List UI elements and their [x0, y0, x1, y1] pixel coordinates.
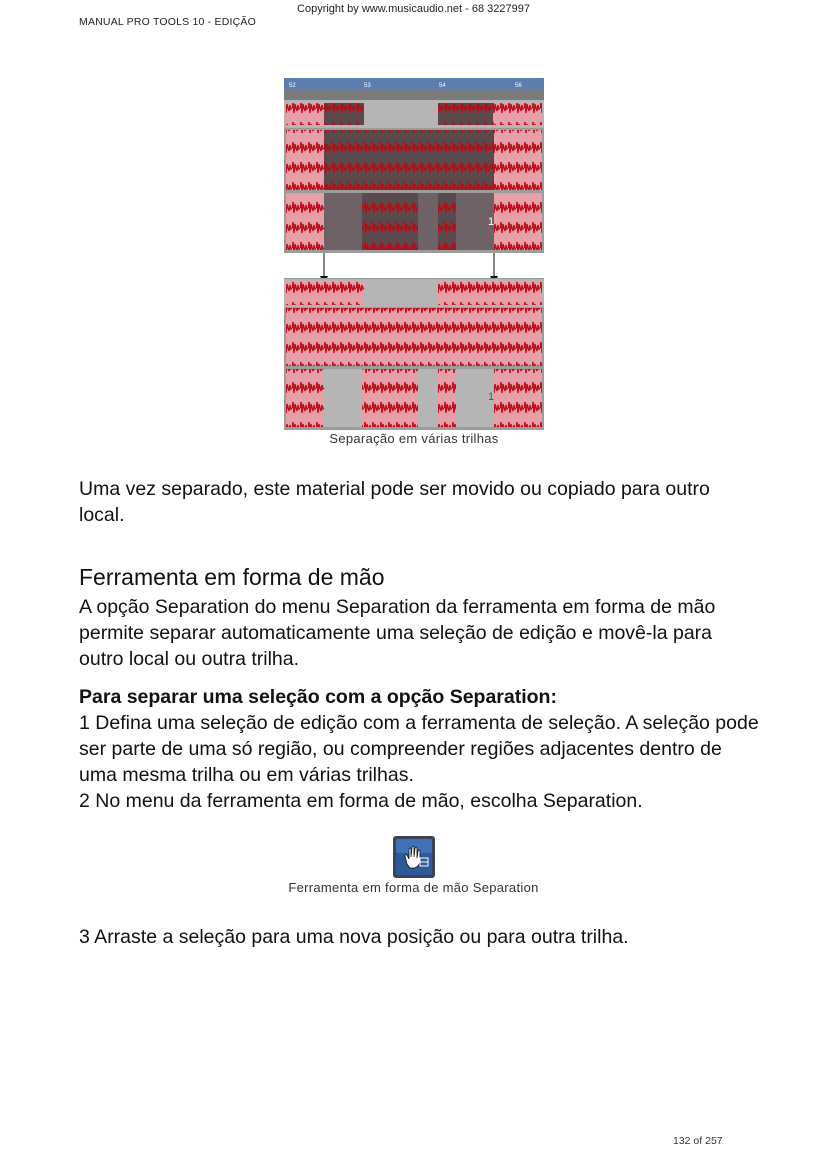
ruler-label: 56	[515, 83, 522, 89]
region	[362, 369, 418, 427]
timeline-ruler	[284, 78, 544, 90]
step-2: 2 No menu da ferramenta em forma de mão, escolha Separation.	[79, 790, 643, 812]
tool-caption: Ferramenta em forma de mão Separation	[288, 880, 539, 895]
step-1: 1 Defina uma seleção de edição com a ferramenta de seleção. A seleção pode ser parte de uma só região, ou compreender regiões adjacentes dentro de uma mesma trilha ou em várias trilhas.	[79, 712, 759, 786]
section-heading: Ferramenta em forma de mão	[79, 564, 385, 590]
region	[438, 281, 542, 305]
selection-area	[438, 103, 493, 125]
selection-marker: 1	[488, 216, 495, 228]
ruler-label: 52	[289, 83, 296, 89]
region	[494, 369, 542, 427]
hand-separation-icon	[393, 836, 435, 878]
steps-block	[79, 684, 759, 814]
paragraph: A opção Separation do menu Separation da ferramenta em forma de mão permite separar automaticamente uma seleção de edição e movê-la para outro local ou outra trilha.	[79, 596, 716, 670]
ruler-label: 54	[439, 83, 446, 89]
selection-area	[438, 193, 456, 250]
region	[286, 193, 324, 250]
region	[494, 193, 542, 250]
ruler-label: 53	[364, 83, 371, 89]
separation-screenshot	[284, 78, 544, 430]
page-number: 132 of 257	[673, 1135, 723, 1147]
step-3: 3 Arraste a seleção para uma nova posição ou para outra trilha.	[79, 926, 629, 948]
region	[438, 369, 456, 427]
steps-title: Para separar uma seleção com a opção Separation:	[79, 686, 557, 708]
selection-area	[362, 193, 418, 250]
copyright-line: Copyright by www.musicaudio.net - 68 3227997	[297, 3, 530, 15]
manual-title: MANUAL PRO TOOLS 10 - EDIÇÃO	[79, 16, 256, 28]
selection-area	[324, 130, 494, 190]
region	[286, 369, 324, 427]
figure-caption: Separação em várias trilhas	[329, 431, 499, 446]
region	[286, 281, 364, 305]
selection-marker: 1	[488, 391, 495, 403]
region	[286, 308, 542, 366]
paragraph: Uma vez separado, este material pode ser movido ou copiado para outro local.	[79, 478, 710, 526]
selection-area	[324, 103, 364, 125]
